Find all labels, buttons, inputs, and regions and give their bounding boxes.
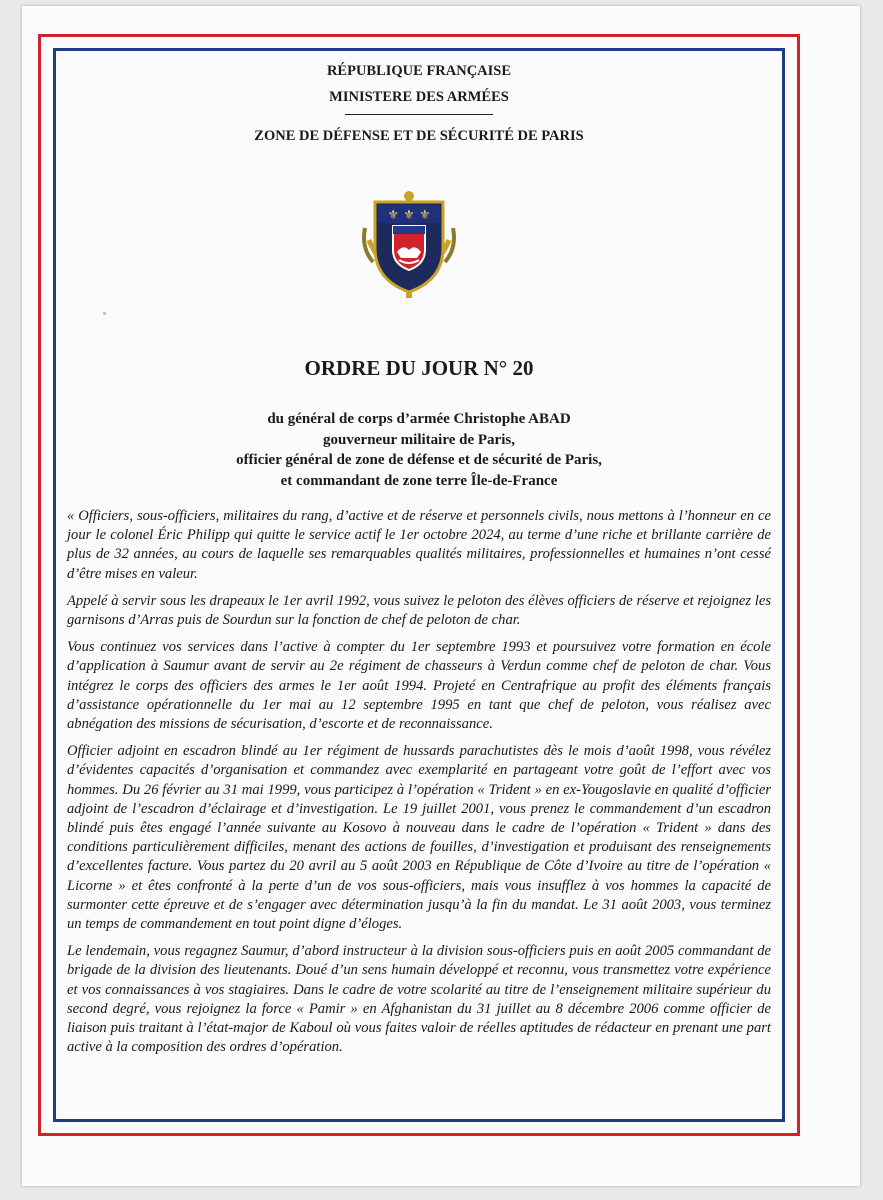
issuer-line: du général de corps d’armée Christophe ABAD (267, 411, 571, 427)
paper-mark (103, 312, 106, 315)
paris-military-crest-icon (359, 188, 459, 300)
body-paragraph: Appelé à servir sous les drapeaux le 1er avril 1992, vous suivez le peloton des élèves officiers de réserve et rejoignez les garnisons d’Arras puis de Sourdun sur la fonction de chef de peloton de char. (67, 592, 771, 629)
issuer-line: et commandant de zone terre Île-de-France (280, 472, 558, 489)
body-paragraph: « Officiers, sous-officiers, militaires du rang, d’active et de réserve et personnels civils, nous mettons à l’honneur en ce jour le colonel Éric Philipp qui quitte le service actif le 1er octobre 2024, au terme d’une riche et brillante carrière de plus de 32 années, au cours de laquelle ses remarquables qualités militaires, professionnelles et humaines n’ont cessé d’être mises en valeur. (67, 508, 771, 582)
issuer-line: gouverneur militaire de Paris, (323, 431, 515, 448)
body-paragraph: Le lendemain, vous regagnez Saumur, d’abord instructeur à la division sous-officiers puis en août 2005 commandant de brigade de la division des lieutenants. Doué d’un sens humain développé et reconnu, vous transmettez votre expérience et vos connaissances à vos stagiaires. Dans le cadre de votre scolarité au titre de l’enseignement militaire supérieur du second degré, vous rejoignez la force « Pamir » en Afghanistan du 31 juillet au 8 décembre 2006 comme officier de liaison puis traitant à l’état-major de Kaboul où vous faites valoir de réelles aptitudes de rédacteur en prenant une part active à la composition des ordres d’opération. (67, 943, 771, 1056)
issuer-block (53, 409, 785, 491)
body-paragraph: Officier adjoint en escadron blindé au 1er régiment de hussards parachutistes dès le mois d’août 1998, vous révélez d’évidentes capacités d’organisation et commandez avec exemplarité en partageant votre goût de l’effort avec vos hommes. Du 26 février au 31 mai 1999, vous participez à l’opération « Trident » en ex-Yougoslavie en qualité d’officier adjoint de l’escadron d’éclairage et d’investigation. Le 19 juillet 2001, vous prenez le commandement d’un escadron blindé puis êtes engagé l’année suivante au Kosovo à nouveau dans le cadre de l’opération « Trident » dans des conditions particulièrement difficiles, menant des actions de fouilles, d’investigation et produisant des renseignements d’excellentes facture. Vous partez du 20 avril au 5 août 2003 en République de Côte d’Ivoire au titre de l’opération « Licorne » et êtes confronté à la perte d’un de vos sous-officiers, mais vous insufflez à vos hommes la capacité de surmonter cette épreuve et de s’engager avec détermination jusqu’à la fin du mandat. Le 31 août 2003, vous terminez un temps de commandement en tout point digne d’éloges. (67, 743, 771, 933)
body-paragraph: Vous continuez vos services dans l’active à compter du 1er septembre 1993 et poursuivez votre formation en école d’application à Saumur avant de servir au 2e régiment de chasseurs à Verdun comme chef de peloton de char. Vous intégrez le corps des officiers des armes le 1er août 1994. Projeté en Centrafrique au profit des éléments français d’assistance opérationnelle du 1er mai au 12 septembre 1995 en tant que chef de peloton, vous réalisez avec abnégation des missions de sécurisation, d’escorte et de reconnaissance. (67, 639, 771, 733)
order-body (67, 507, 771, 1065)
issuer-line: officier général de zone de défense et de sécurité de Paris, (236, 452, 602, 468)
header-ministry: MINISTERE DES ARMÉES (329, 89, 509, 105)
document-header (53, 58, 785, 149)
header-zone: ZONE DE DÉFENSE ET DE SÉCURITÉ DE PARIS (254, 128, 584, 144)
svg-text:⚜ ⚜ ⚜: ⚜ ⚜ ⚜ (387, 208, 431, 223)
header-republic: RÉPUBLIQUE FRANÇAISE (326, 63, 512, 79)
header-divider (345, 114, 493, 115)
order-title: ORDRE DU JOUR N° 20 (304, 356, 534, 380)
